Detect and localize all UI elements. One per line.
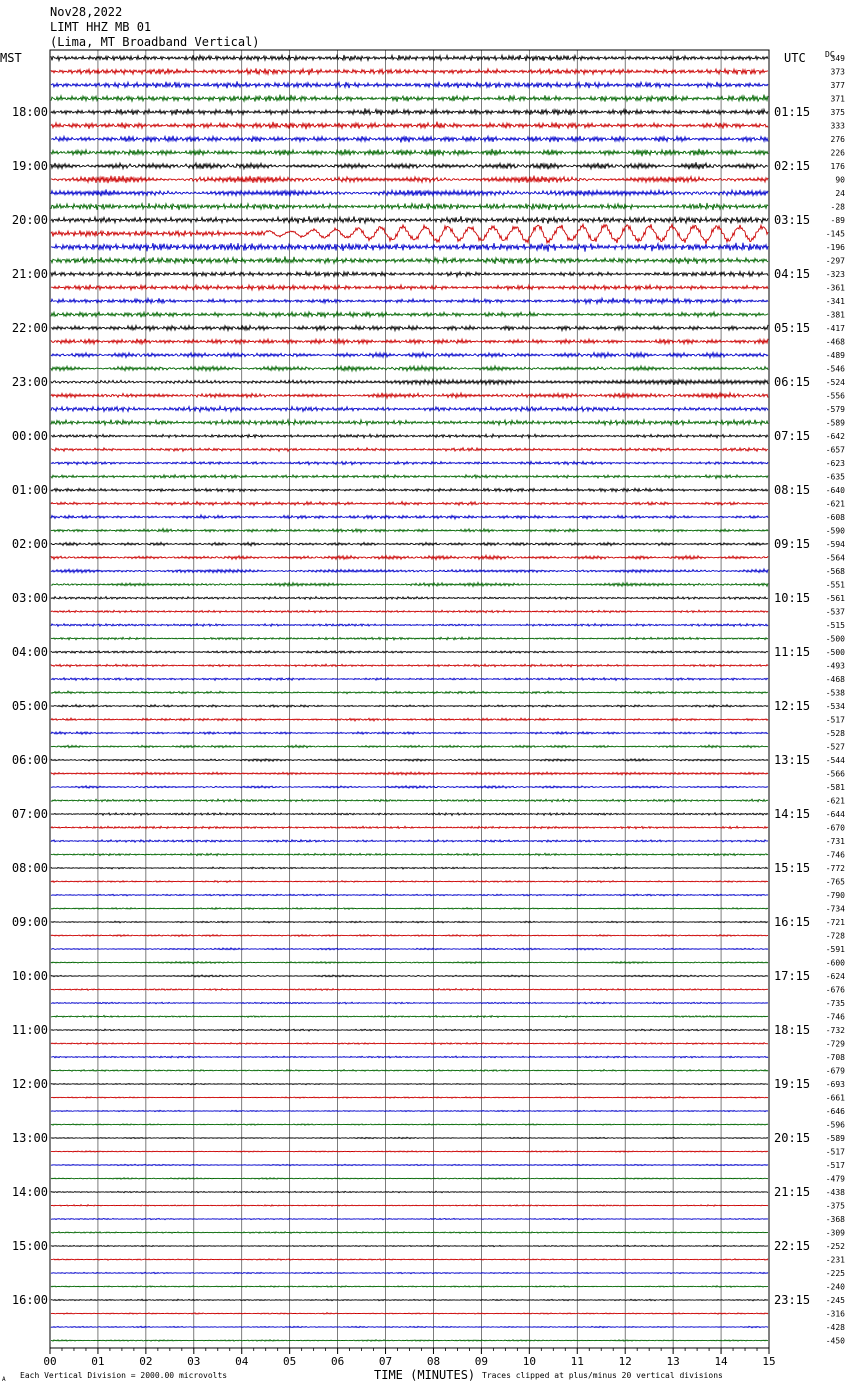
trace-row-22 [51, 352, 768, 357]
trace-row-84 [51, 1191, 768, 1193]
dc-offset-label: -428 [825, 1323, 845, 1332]
mst-hour-label: 03:00 [11, 591, 48, 605]
dc-offset-label: -670 [825, 823, 845, 833]
mst-hour-label: 16:00 [11, 1293, 48, 1307]
dc-offset-label: -679 [825, 1066, 845, 1076]
dc-offset-label: -566 [825, 769, 845, 779]
mst-hour-label: 04:00 [11, 645, 48, 659]
dc-offset-label: -589 [825, 418, 845, 428]
dc-offset-label: -489 [825, 351, 845, 360]
dc-offset-label: -515 [825, 621, 845, 630]
dc-offset-label: -527 [825, 742, 845, 752]
corner-mark: A [2, 1376, 6, 1383]
mst-hour-label: 13:00 [11, 1131, 48, 1145]
utc-hour-label: 15:15 [774, 861, 811, 875]
utc-hour-label: 23:15 [774, 1293, 811, 1307]
mst-hour-label: 18:00 [11, 105, 48, 119]
trace-row-25 [51, 393, 768, 399]
trace-row-2 [51, 81, 768, 88]
utc-hour-label: 04:15 [774, 267, 811, 281]
trace-row-79 [51, 1124, 768, 1126]
dc-offset-label: -708 [825, 1053, 845, 1062]
trace-row-65 [51, 935, 768, 937]
dc-offset-label: -546 [825, 364, 845, 374]
dc-offset-label: -316 [825, 1309, 845, 1319]
mst-hour-label: 15:00 [11, 1239, 48, 1253]
trace-row-52 [51, 759, 768, 762]
utc-hour-label: 16:15 [774, 915, 811, 929]
trace-row-71 [51, 1015, 768, 1017]
dc-offset-label: -646 [825, 1107, 845, 1116]
dc-offset-label: 176 [830, 162, 845, 171]
dc-offset-label: -145 [825, 229, 845, 239]
trace-row-40 [51, 597, 768, 600]
trace-row-95 [51, 1340, 768, 1342]
dc-offset-label: -721 [825, 918, 845, 927]
trace-row-5 [51, 122, 768, 130]
trace-row-62 [51, 894, 768, 896]
dc-offset-label: -252 [825, 1242, 845, 1251]
dc-offset-label: -568 [825, 567, 845, 576]
trace-row-64 [51, 921, 768, 923]
x-tick-label-13: 13 [666, 1355, 680, 1368]
dc-offset-label: -596 [825, 1120, 845, 1130]
x-axis-ticks [43, 1348, 775, 1368]
dc-offset-label: -728 [825, 931, 845, 941]
utc-hour-label: 14:15 [774, 807, 811, 821]
x-tick-label-12: 12 [618, 1355, 632, 1368]
trace-row-42 [51, 624, 768, 627]
dc-offset-label: -734 [825, 904, 845, 914]
utc-zone-label: UTC [784, 51, 806, 65]
dc-offset-label: -517 [825, 715, 845, 725]
trace-row-23 [51, 366, 768, 371]
trace-row-78 [51, 1110, 768, 1111]
dc-offset-label: -746 [825, 1012, 845, 1022]
x-tick-label-08: 08 [426, 1355, 441, 1368]
mst-hour-label: 21:00 [11, 267, 48, 281]
trace-row-27 [51, 420, 768, 425]
dc-offset-label: -375 [825, 1201, 845, 1211]
trace-row-86 [51, 1218, 768, 1219]
utc-hour-label: 17:15 [774, 969, 811, 983]
dc-offset-label: -579 [825, 405, 845, 414]
dc-offset-label: -538 [825, 688, 845, 698]
trace-row-73 [51, 1043, 768, 1045]
trace-row-54 [51, 786, 768, 789]
trace-row-33 [51, 502, 768, 506]
dc-offset-label: -544 [825, 756, 845, 765]
helicorder-date: Nov28,2022 [50, 5, 123, 19]
dc-offset-label: -438 [825, 1188, 845, 1197]
dc-offset-label: -517 [825, 1161, 845, 1170]
vertical-division-note: Each Vertical Division = 2000.00 microvolts [20, 1371, 228, 1380]
trace-row-57 [51, 826, 768, 829]
trace-row-7 [51, 149, 768, 156]
dc-offset-label: -623 [825, 459, 845, 468]
trace-row-92 [51, 1299, 768, 1301]
trace-row-87 [51, 1232, 768, 1234]
dc-offset-label: -537 [825, 607, 845, 617]
dc-offset-label: -381 [825, 310, 845, 320]
dc-offset-label: -594 [825, 540, 845, 549]
mst-hour-label: 22:00 [11, 321, 48, 335]
utc-hour-label: 11:15 [774, 645, 811, 659]
dc-offset-label: -642 [825, 432, 845, 441]
trace-row-37 [51, 555, 768, 559]
trace-row-45 [51, 664, 768, 667]
dc-offset-label: -564 [825, 553, 845, 563]
dc-offset-label: -500 [825, 634, 845, 644]
dc-offset-label: -231 [825, 1255, 845, 1265]
mst-hour-label: 00:00 [11, 429, 48, 443]
dc-offset-label: -517 [825, 1147, 845, 1157]
x-tick-label-06: 06 [330, 1355, 345, 1368]
utc-hour-label: 21:15 [774, 1185, 811, 1199]
dc-offset-label: -790 [825, 891, 845, 900]
utc-hour-label: 19:15 [774, 1077, 811, 1091]
trace-row-94 [51, 1326, 768, 1328]
trace-row-50 [51, 732, 768, 735]
mst-hour-label: 05:00 [11, 699, 48, 713]
dc-offset-label: 373 [830, 67, 845, 77]
dc-offset-label: -368 [825, 1215, 845, 1224]
mst-zone-label: MST [0, 51, 22, 65]
dc-offset-label: 333 [830, 121, 845, 131]
trace-row-56 [51, 813, 768, 816]
x-tick-label-05: 05 [283, 1355, 297, 1368]
clipping-note: Traces clipped at plus/minus 20 vertical divisions [482, 1371, 723, 1380]
dc-offset-label: -693 [825, 1080, 845, 1089]
dc-offset-label: -196 [825, 243, 845, 252]
utc-hour-label: 02:15 [774, 159, 811, 173]
dc-offset-label: -468 [825, 337, 845, 347]
trace-row-76 [51, 1083, 768, 1084]
trace-row-53 [51, 772, 768, 775]
trace-row-17 [51, 285, 768, 291]
trace-row-59 [51, 853, 768, 856]
dc-offset-label: -657 [825, 445, 845, 455]
trace-row-61 [51, 881, 768, 883]
trace-row-46 [51, 678, 768, 681]
dc-offset-label: -644 [825, 810, 845, 819]
utc-hour-label: 09:15 [774, 537, 811, 551]
dc-offset-label: -225 [825, 1269, 845, 1278]
trace-row-30 [51, 461, 768, 464]
trace-row-36 [51, 542, 768, 546]
utc-hour-label: 10:15 [774, 591, 811, 605]
mst-hour-label: 23:00 [11, 375, 48, 389]
mst-hour-label: 10:00 [11, 969, 48, 983]
dc-offset-label: 276 [830, 135, 845, 144]
utc-hour-label: 13:15 [774, 753, 811, 767]
trace-row-1 [51, 68, 768, 75]
trace-row-39 [51, 582, 768, 586]
dc-offset-label: 90 [835, 175, 845, 185]
dc-offset-label: 24 [835, 189, 845, 198]
trace-row-74 [51, 1056, 768, 1058]
trace-row-28 [51, 434, 768, 438]
dc-offset-label: -450 [825, 1336, 845, 1346]
trace-row-49 [51, 718, 768, 721]
dc-offset-label: -661 [825, 1093, 845, 1103]
dc-offset-label: 349 [830, 54, 845, 63]
dc-offset-label: -735 [825, 999, 845, 1008]
x-tick-label-04: 04 [235, 1355, 249, 1368]
dc-offset-label: -591 [825, 945, 845, 954]
x-tick-label-03: 03 [187, 1355, 201, 1368]
trace-row-68 [51, 975, 768, 977]
trace-row-26 [51, 406, 768, 411]
trace-row-29 [51, 448, 768, 452]
trace-row-67 [51, 961, 768, 963]
trace-row-47 [51, 691, 768, 694]
dc-offset-label: -621 [825, 796, 845, 806]
dc-offset-label: -479 [825, 1174, 845, 1184]
dc-offset-label: -417 [825, 324, 845, 333]
trace-row-89 [51, 1259, 768, 1261]
x-tick-label-14: 14 [714, 1355, 728, 1368]
dc-offset-label: -640 [825, 486, 845, 495]
trace-row-85 [51, 1205, 768, 1207]
dc-offset-label: -89 [830, 216, 845, 225]
trace-row-58 [51, 840, 768, 843]
dc-offset-label: -561 [825, 594, 845, 603]
trace-row-82 [51, 1164, 768, 1166]
x-tick-label-00: 00 [43, 1355, 57, 1368]
dc-offset-label: -581 [825, 783, 845, 792]
dc-offset-label: 371 [830, 94, 845, 104]
x-tick-label-10: 10 [522, 1355, 536, 1368]
dc-offset-label: -28 [830, 202, 845, 212]
utc-hour-label: 05:15 [774, 321, 811, 335]
trace-row-9 [51, 176, 768, 184]
trace-row-69 [51, 989, 768, 991]
dc-offset-label: -493 [825, 661, 845, 671]
dc-offset-label: -297 [825, 256, 845, 266]
trace-row-48 [51, 705, 768, 708]
trace-row-21 [51, 339, 768, 345]
x-tick-label-07: 07 [378, 1355, 393, 1368]
plot-frame [50, 50, 769, 1348]
station-code: LIMT HHZ MB 01 [50, 20, 152, 34]
trace-row-83 [51, 1178, 768, 1180]
utc-hour-label: 01:15 [774, 105, 811, 119]
dc-offset-label: -361 [825, 283, 845, 293]
trace-row-13 [51, 224, 768, 244]
trace-row-19 [51, 312, 768, 318]
dc-offset-label: -772 [825, 864, 845, 873]
dc-offset-label: 375 [830, 108, 845, 117]
trace-row-4 [51, 108, 768, 115]
x-tick-label-09: 09 [474, 1355, 489, 1368]
trace-row-18 [51, 298, 768, 304]
trace-row-34 [51, 515, 768, 519]
utc-hour-label: 20:15 [774, 1131, 811, 1145]
station-location: (Lima, MT Broadband Vertical) [50, 35, 260, 49]
trace-row-91 [51, 1286, 768, 1288]
dc-offset-label: -590 [825, 526, 845, 536]
trace-row-44 [51, 651, 768, 653]
mst-hour-label: 01:00 [11, 483, 48, 497]
dc-offset-label: -731 [825, 837, 845, 846]
dc-offset-label: -608 [825, 513, 845, 522]
trace-row-88 [51, 1245, 768, 1247]
dc-offset-label: -240 [825, 1282, 845, 1292]
dc-offset-label: -245 [825, 1296, 845, 1305]
dc-offset-label: -676 [825, 985, 845, 995]
trace-row-10 [51, 189, 768, 196]
trace-row-80 [51, 1137, 768, 1139]
mst-hour-label: 19:00 [11, 159, 48, 173]
dc-offset-label: -729 [825, 1039, 845, 1049]
x-axis-title: TIME (MINUTES) [374, 1368, 476, 1382]
utc-hour-label: 07:15 [774, 429, 811, 443]
trace-row-63 [51, 908, 768, 910]
dc-offset-label: -341 [825, 297, 845, 306]
mst-hour-label: 11:00 [11, 1023, 48, 1037]
trace-row-20 [51, 325, 768, 331]
dc-offset-label: -600 [825, 958, 845, 968]
trace-row-93 [51, 1313, 768, 1315]
dc-offset-label: -635 [825, 472, 845, 482]
mst-hour-label: 14:00 [11, 1185, 48, 1199]
seismic-traces [51, 55, 768, 1341]
dc-offset-label: -323 [825, 270, 845, 279]
trace-row-55 [51, 799, 768, 802]
dc-offset-label: -746 [825, 850, 845, 860]
trace-row-66 [51, 948, 768, 950]
utc-hour-label: 22:15 [774, 1239, 811, 1253]
dc-offset-label: -732 [825, 1026, 845, 1035]
trace-row-3 [51, 95, 768, 102]
trace-row-43 [51, 637, 768, 640]
trace-row-11 [51, 203, 768, 210]
dc-offset-label: -524 [825, 378, 845, 387]
mst-hour-label: 02:00 [11, 537, 48, 551]
trace-row-31 [51, 475, 768, 479]
dc-offset-label: -528 [825, 729, 845, 738]
dc-offset-label: -621 [825, 499, 845, 509]
dc-offset-label: -500 [825, 648, 845, 657]
utc-hour-label: 12:15 [774, 699, 811, 713]
trace-row-81 [51, 1151, 768, 1152]
trace-row-60 [51, 867, 768, 869]
dc-offset-label: -309 [825, 1228, 845, 1238]
mst-hour-label: 09:00 [11, 915, 48, 929]
trace-row-51 [51, 745, 768, 748]
utc-hour-label: 03:15 [774, 213, 811, 227]
trace-row-32 [51, 488, 768, 491]
x-tick-label-11: 11 [570, 1355, 584, 1368]
dc-offset-label: 377 [830, 81, 845, 90]
dc-offset-label: 226 [830, 148, 845, 158]
trace-row-75 [51, 1070, 768, 1072]
mst-hour-label: 06:00 [11, 753, 48, 767]
dc-offset-label: -534 [825, 702, 845, 711]
dc-offset-label: -468 [825, 675, 845, 684]
utc-hour-label: 08:15 [774, 483, 811, 497]
trace-row-6 [51, 136, 768, 143]
x-tick-label-01: 01 [91, 1355, 105, 1368]
trace-row-70 [51, 1002, 768, 1004]
mst-hour-label: 07:00 [11, 807, 48, 821]
trace-row-24 [51, 380, 768, 385]
trace-row-14 [51, 243, 768, 252]
mst-hour-label: 08:00 [11, 861, 48, 875]
dc-label: DC [825, 50, 835, 59]
trace-row-90 [51, 1272, 768, 1274]
dc-offset-label: -551 [825, 580, 845, 590]
utc-hour-label: 18:15 [774, 1023, 811, 1037]
trace-row-41 [51, 610, 768, 613]
trace-row-72 [51, 1029, 768, 1031]
dc-offset-label: -589 [825, 1134, 845, 1143]
trace-row-38 [51, 569, 768, 573]
trace-row-35 [51, 529, 768, 533]
trace-row-16 [51, 272, 768, 277]
mst-hour-label: 12:00 [11, 1077, 48, 1091]
dc-offset-label: -556 [825, 391, 845, 401]
trace-row-0 [51, 55, 768, 61]
dc-offset-label: -765 [825, 877, 845, 887]
dc-offset-label: -624 [825, 972, 845, 981]
trace-row-8 [51, 162, 768, 169]
x-tick-label-02: 02 [139, 1355, 153, 1368]
trace-row-15 [51, 256, 768, 264]
x-tick-label-15: 15 [762, 1355, 776, 1368]
utc-hour-label: 06:15 [774, 375, 811, 389]
mst-hour-label: 20:00 [11, 213, 48, 227]
trace-row-12 [51, 216, 768, 223]
trace-row-77 [51, 1097, 768, 1099]
